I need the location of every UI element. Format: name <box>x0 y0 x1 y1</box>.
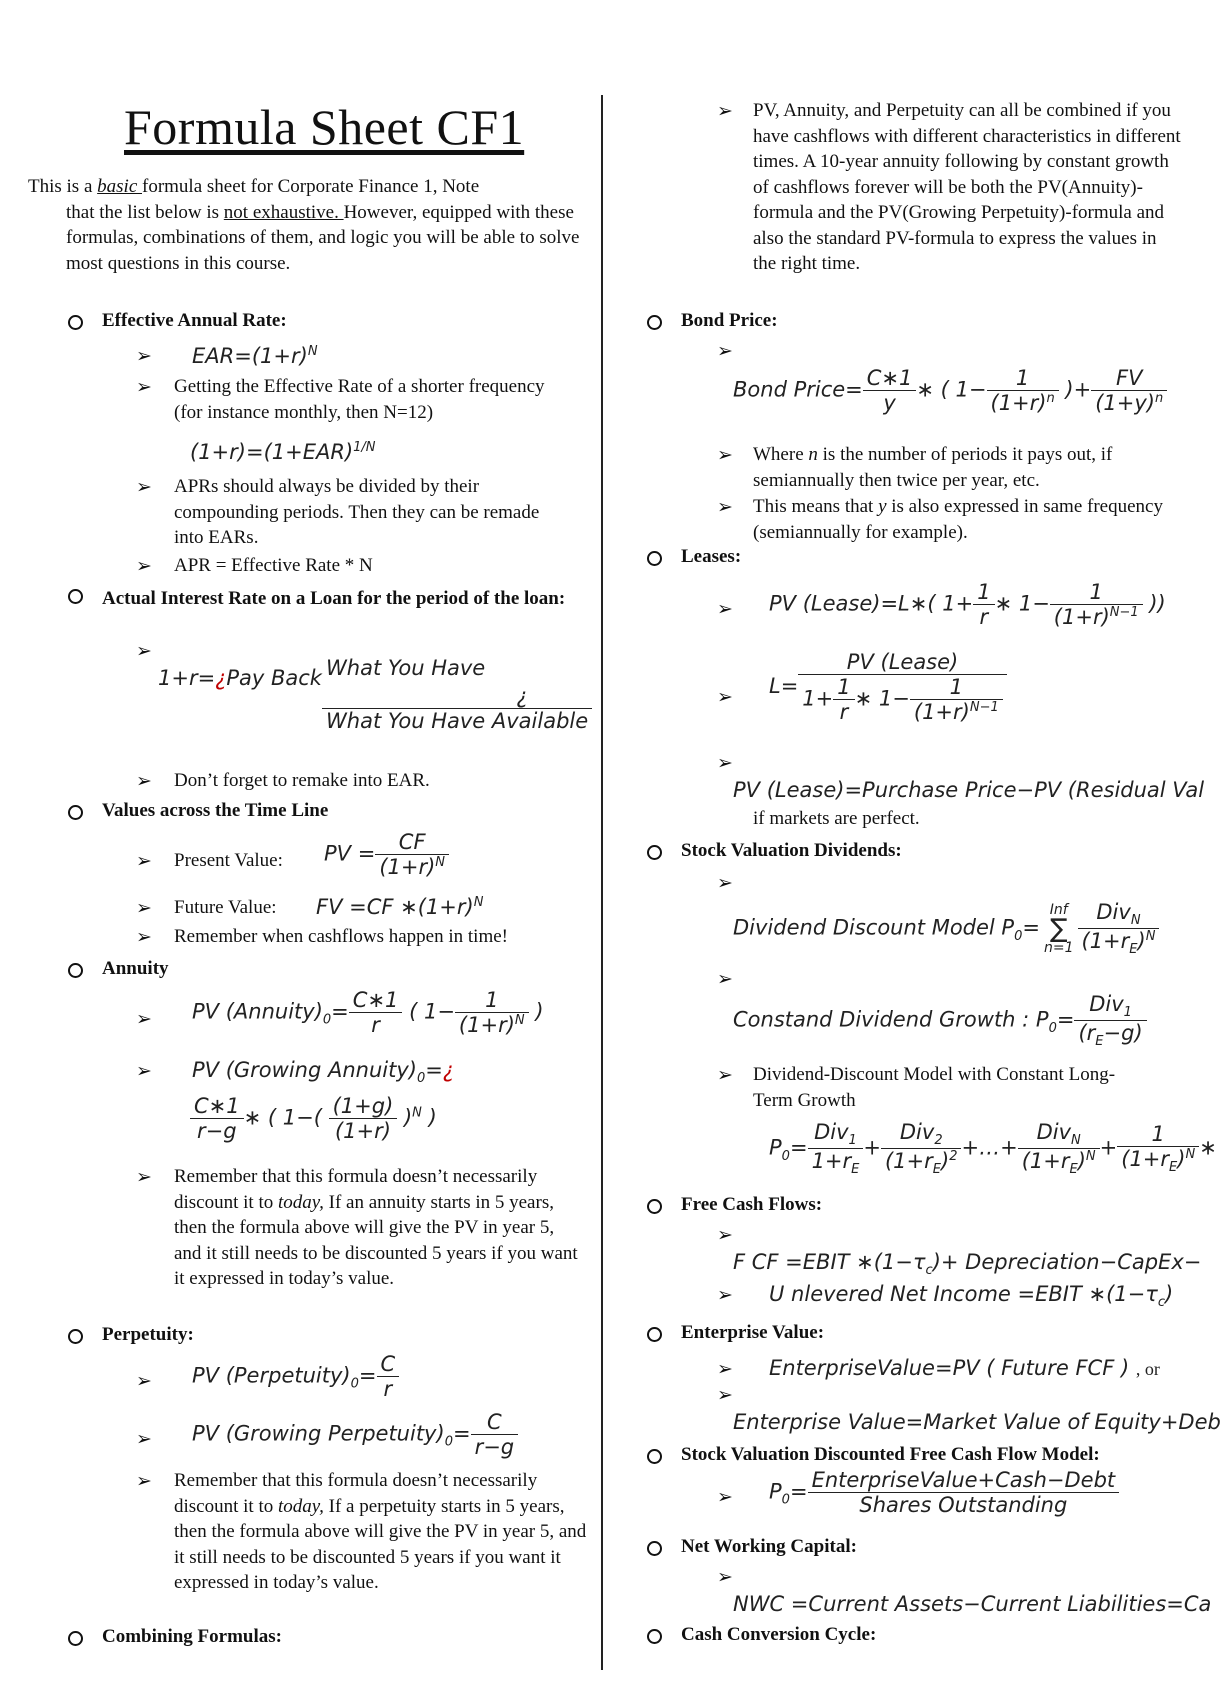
ear-item: APRs should always be divided by their compounding periods. Then they can be remade into EARs. <box>174 476 540 548</box>
math-text: 1+ <box>942 591 974 616</box>
math-sub: 0 <box>350 1376 359 1392</box>
right-column <box>605 0 1221 1698</box>
frac-den <box>1078 929 1160 957</box>
note-today: today, <box>277 1191 324 1213</box>
math-text: F CF =EBIT ∗(1−τ <box>733 1250 926 1274</box>
actual-interest-formula <box>158 666 322 690</box>
pv-formula <box>324 830 449 879</box>
frac-num: 1 <box>987 366 1059 391</box>
arrow-bullet-icon: ➢ <box>136 850 152 872</box>
arrow-bullet-icon: ➢ <box>136 640 152 662</box>
frac-den <box>455 1013 529 1037</box>
math-exp: N−1 <box>1109 605 1139 620</box>
section-heading: Leases: <box>681 546 742 567</box>
math-sub: c <box>1157 1295 1166 1311</box>
math-text: = <box>331 999 349 1024</box>
math-text: L= <box>769 674 799 698</box>
math-text: Pay Back <box>226 666 322 690</box>
frac-den: Shares Outstanding <box>859 1493 1068 1517</box>
frac-den: y <box>883 391 896 415</box>
math-text: P <box>769 1479 782 1504</box>
arrow-bullet-icon: ➢ <box>717 752 733 774</box>
circle-bullet-icon <box>68 1329 83 1344</box>
circle-bullet-icon <box>647 1449 662 1464</box>
arrow-bullet-icon: ➢ <box>717 1284 733 1306</box>
frac-num: CF <box>375 830 449 855</box>
arrow-bullet-icon: ➢ <box>717 686 733 708</box>
math-text: PV (Annuity) <box>192 999 323 1024</box>
math-text: U nlevered Net Income =EBIT ∗(1−τ <box>769 1282 1158 1306</box>
circle-bullet-icon <box>68 1631 83 1646</box>
frac-num <box>1078 900 1160 929</box>
frac-den <box>987 391 1059 415</box>
note-text: This means that <box>753 496 879 517</box>
actual-interest-fraction <box>326 655 489 680</box>
frac-num <box>881 1120 962 1149</box>
arrow-bullet-icon: ➢ <box>136 1370 152 1392</box>
math-sub: c <box>925 1263 933 1279</box>
frac-den: r <box>383 1377 393 1401</box>
math-text: FV =CF ∗(1+r) <box>316 895 474 919</box>
intro-text: However, equipped with these formulas, combinations of them, and logic you will be able to solve most questions in this course. <box>66 201 580 274</box>
arrow-bullet-icon: ➢ <box>136 555 152 577</box>
math-text: 1− <box>423 999 455 1024</box>
math-exp: N−1 <box>969 700 999 715</box>
dfcf-formula: $P_0=$ $\frac{\text{EnterpriseValue+Cash−Debt}}{\text{Shares Outstanding}}$ <box>769 1468 1119 1517</box>
math-text: Div <box>899 1120 935 1144</box>
math-sub: N <box>1071 1133 1081 1149</box>
math-sub: 0 <box>1014 928 1023 944</box>
math-text: (1+r)=(1+EAR) <box>190 440 354 464</box>
note-text: Where <box>753 444 809 465</box>
section-heading: Bond Price: <box>681 310 778 331</box>
section-heading: Values across the Time Line <box>102 800 329 821</box>
lease-formula-3: PV (Lease)=Purchase Price−PV (Residual Val <box>733 778 1205 802</box>
math-exp: N <box>1145 929 1156 945</box>
circle-bullet-icon <box>68 805 83 820</box>
growing-annuity-formula <box>192 1058 454 1086</box>
math-text: Bond Price= <box>733 377 863 402</box>
arrow-bullet-icon: ➢ <box>136 897 152 919</box>
frac-num: (1+g) <box>329 1094 398 1119</box>
note-var: y <box>878 496 887 517</box>
section-heading: Annuity <box>102 958 169 979</box>
math-text: (1+r <box>1081 929 1130 954</box>
circle-bullet-icon <box>68 589 83 604</box>
math-text: (1+r) <box>990 391 1047 415</box>
math-text: (1+r) <box>913 700 970 724</box>
ddm-expanded-formula: $P_0=$ $\frac{Div_1}{1+r_E}$ + $\frac{Div_2}{(1+r_E)^2}$ +…+ $\frac{Div_N}{(1+r_E)^N}$ + $\frac{1}{(1+r_E)^N}$ ∗ <box>769 1120 1217 1178</box>
arrow-bullet-icon: ➢ <box>717 496 733 518</box>
math-text: PV (Growing Annuity) <box>192 1058 417 1082</box>
arrow-bullet-icon: ➢ <box>136 476 152 498</box>
arrow-bullet-icon: ➢ <box>717 1384 733 1406</box>
page-title: Formula Sheet CF1 <box>124 99 525 155</box>
nwc-formula: NWC =Current Assets−Current Liabilities=Ca <box>733 1592 1212 1616</box>
frac-den <box>808 1149 864 1177</box>
actual-interest-fraction-den <box>322 684 592 733</box>
pv-label: Present Value: <box>174 850 283 871</box>
frac-den: r−g <box>474 1435 515 1459</box>
frac-den: $(1+r_E)^2$ <box>884 1149 958 1178</box>
combining-note: PV, Annuity, and Perpetuity can all be combined if you have cashflows with different characteristics in different times. A 10-year annuity following by constant growth of cashflows forever will be both the PV(Annuity)-formula and the PV(Growing Perpetuity)-formula and also the standard PV-formula to express the values in the right time. <box>753 100 1181 274</box>
section-heading: Perpetuity: <box>102 1324 194 1345</box>
circle-bullet-icon <box>68 315 83 330</box>
circle-bullet-icon <box>68 963 83 978</box>
math-text: EAR=(1+r) <box>192 344 308 368</box>
note-var: n <box>808 444 818 465</box>
note-text: If a perpetuity starts in 5 years, then the formula above will give the PV in year 5, and it still needs to be discounted 5 years if you want it expressed in today’s value. <box>174 1495 587 1593</box>
math-text: PV = <box>324 841 376 866</box>
bond-note <box>753 442 1173 493</box>
actual-interest-item: Don’t forget to remake into EAR. <box>174 770 430 791</box>
ear-item: APR = Effective Rate * N <box>174 555 373 576</box>
math-glyph: ¿ <box>442 1058 455 1082</box>
frac-den <box>375 855 449 879</box>
note-text: is also expressed in same frequency (semiannually for example). <box>753 496 1163 543</box>
section-heading: Effective Annual Rate: <box>102 310 287 331</box>
math-text: Dividend Discount Model P <box>733 915 1015 940</box>
intro-basic: basic <box>97 176 142 197</box>
frac-num: PV (Lease) <box>798 650 1006 675</box>
fcf-formula <box>733 1250 1201 1278</box>
math-sub: E <box>1169 1160 1178 1176</box>
annuity-note <box>174 1164 584 1292</box>
math-sub: 1 <box>1123 1005 1132 1021</box>
frac-num <box>1074 992 1146 1021</box>
ddm-note: Dividend-Discount Model with Constant Long-Term Growth <box>753 1064 1116 1111</box>
math-text: (1+y) <box>1095 391 1155 415</box>
note-text: Remember that this formula doesn’t necessarily discount it to <box>174 1166 538 1213</box>
frac-num: C <box>377 1352 400 1377</box>
section-heading: Net Working Capital: <box>681 1536 857 1557</box>
section-heading: Cash Conversion Cycle: <box>681 1624 877 1645</box>
math-text: 1− <box>282 1105 314 1130</box>
annuity-formula: PV $(Annuity)_0=$ $\frac{C∗1}{r}$ ( 1− $\frac{1}{(1+r)^N}$ ) <box>192 988 544 1037</box>
math-text: +…+ <box>961 1135 1018 1160</box>
frac-num: C∗1 <box>190 1094 244 1119</box>
math-sub: E <box>1069 1162 1078 1178</box>
arrow-bullet-icon: ➢ <box>717 872 733 894</box>
math-sub: 0 <box>1048 1020 1057 1036</box>
frac-num: 1 <box>455 988 529 1013</box>
intro-text: that the list below is <box>66 201 224 223</box>
frac-den: r <box>371 1013 380 1037</box>
section-heading: Stock Valuation Dividends: <box>681 840 902 861</box>
math-sub: 0 <box>781 1492 790 1508</box>
frac-den <box>798 675 1006 724</box>
math-exp: N <box>514 1013 525 1028</box>
note-text: Remember that this formula doesn’t necessarily discount it to <box>174 1470 538 1517</box>
column-divider <box>601 95 603 1670</box>
math-exp: N <box>307 344 318 359</box>
arrow-bullet-icon: ➢ <box>717 100 733 122</box>
math-text: EnterpriseValue=PV ( Future FCF ) <box>769 1356 1130 1380</box>
frac-glyph: ¿ <box>322 684 592 709</box>
ear-item: Getting the Effective Rate of a shorter frequency (for instance monthly, then N=12) <box>174 376 545 423</box>
frac-den: r−g <box>197 1119 237 1143</box>
sum-top: Inf <box>1049 901 1068 918</box>
arrow-bullet-icon: ➢ <box>136 926 152 948</box>
circle-bullet-icon <box>647 551 662 566</box>
arrow-bullet-icon: ➢ <box>717 968 733 990</box>
math-text: (1+r <box>884 1149 933 1174</box>
math-sub: E <box>1129 942 1138 958</box>
math-sub: 1 <box>848 1133 857 1149</box>
math-exp: n <box>1046 391 1055 406</box>
math-text: )+ Depreciation−CapEx− <box>932 1250 1202 1274</box>
math-text: ∗ 1− <box>994 591 1050 616</box>
intro-paragraph <box>28 174 588 276</box>
math-text: PV (Growing Perpetuity) <box>192 1421 445 1446</box>
lease-formula-2 <box>769 650 1007 724</box>
math-text: ∗ 1− <box>854 686 910 711</box>
math-glyph: ¿ <box>215 666 227 690</box>
arrow-bullet-icon: ➢ <box>136 1166 152 1188</box>
section-heading: Actual Interest Rate on a Loan for the period of the loan: <box>102 588 566 609</box>
intro-text: This is a <box>28 176 98 197</box>
lease-formula: PV (Lease)=L∗( 1+ $\frac{1}{r}$ ∗ 1− $\frac{1}{(1+r)^{N-1}}$ )) <box>769 580 1166 629</box>
arrow-bullet-icon: ➢ <box>717 598 733 620</box>
circle-bullet-icon <box>647 315 662 330</box>
math-text: ) <box>1165 1282 1174 1306</box>
section-heading: Free Cash Flows: <box>681 1194 823 1215</box>
circle-bullet-icon <box>647 1541 662 1556</box>
frac-den <box>910 700 1003 724</box>
math-text: PV (Lease)=L∗ <box>769 591 928 616</box>
sum-bot: n=1 <box>1043 939 1074 956</box>
math-text: = <box>1022 915 1040 940</box>
intro-text: formula sheet for Corporate Finance 1, Note <box>142 176 480 197</box>
section-heading: Enterprise Value: <box>681 1322 825 1343</box>
intro-not-exhaustive: not exhaustive. <box>223 201 344 223</box>
math-sub: N <box>1130 913 1141 929</box>
arrow-bullet-icon: ➢ <box>136 1060 152 1082</box>
frac-den: r <box>839 700 849 724</box>
growing-annuity-formula-2: $\frac{C∗1}{r-g}$ ∗ ( 1−( $\frac{(1+g)}{(1+r)}$ )$^N$ ) <box>190 1094 437 1143</box>
math-sub: E <box>932 1162 941 1178</box>
ev-formula-2: Enterprise Value=Market Value of Equity+Deb <box>733 1410 1221 1434</box>
math-sub: 0 <box>416 1071 426 1087</box>
frac-den: (1+r) <box>334 1119 391 1143</box>
math-text: (1+r) <box>1053 605 1110 629</box>
frac-num: EnterpriseValue+Cash−Debt <box>808 1468 1120 1493</box>
frac-den <box>1074 1021 1146 1049</box>
arrow-bullet-icon: ➢ <box>136 1470 152 1492</box>
math-exp: N <box>1085 1149 1096 1165</box>
math-sub: 0 <box>781 1148 790 1164</box>
frac-num: FV <box>1091 366 1167 391</box>
math-exp: N <box>412 1105 422 1121</box>
arrow-bullet-icon: ➢ <box>136 770 152 792</box>
ev-formula <box>769 1356 1160 1380</box>
cdg-formula: Constand Dividend Growth : $P_0=$ $\frac{Div_1}{(r_E-g)}$ <box>733 992 1147 1049</box>
perpetuity-formula: PV $(Perpetuity)_0=$ $\frac{C}{r}$ <box>192 1352 399 1401</box>
note-today: today, <box>277 1495 324 1517</box>
math-text: PV (Perpetuity) <box>192 1363 351 1388</box>
circle-bullet-icon <box>647 1199 662 1214</box>
unlevered-formula <box>769 1282 1173 1310</box>
frac-den: $(1+r_E)^N$ <box>1121 1147 1196 1176</box>
section-heading: Combining Formulas: <box>102 1626 282 1647</box>
math-exp: n <box>1155 391 1164 406</box>
growing-perpetuity-formula: PV (Growing $Perpetuity)_0=$ $\frac{C}{r-g}$ <box>192 1410 518 1459</box>
math-text: Div <box>1036 1120 1072 1144</box>
fv-formula <box>316 895 483 919</box>
frac-den <box>1091 391 1167 415</box>
frac-den: $(1+r_E)^N$ <box>1021 1149 1096 1178</box>
math-text: P <box>769 1135 782 1160</box>
frac-num: 1 <box>833 675 854 700</box>
lease-note: if markets are perfect. <box>753 808 920 829</box>
bond-price-formula: Bond Price= $\frac{C∗1}{y}$ ∗ ( 1− $\frac{1}{(1+r)^n}$ )+ $\frac{FV}{(1+y)^n}$ <box>733 366 1167 415</box>
math-text: −g) <box>1103 1021 1143 1046</box>
frac-num <box>808 1120 864 1149</box>
ddm-formula: Dividend Discount Model $P_0=$ Inf ∑ n=1 $\frac{Div_N}{(1+r_E)^N}$ <box>733 900 1159 957</box>
circle-bullet-icon <box>647 1327 662 1342</box>
ear-formula-2 <box>190 440 376 464</box>
arrow-bullet-icon: ➢ <box>717 1064 733 1086</box>
circle-bullet-icon <box>647 845 662 860</box>
perpetuity-note <box>174 1468 594 1596</box>
math-text: Div <box>1096 900 1131 924</box>
math-text: (r <box>1078 1021 1096 1046</box>
tvm-item: Remember when cashflows happen in time! <box>174 926 508 947</box>
note-text: is the number of periods it pays out, if semiannually then twice per year, etc. <box>753 444 1113 491</box>
math-exp: N <box>435 855 446 870</box>
math-text: 1+ <box>802 686 834 711</box>
math-text: Constand Dividend Growth : P <box>733 1007 1049 1032</box>
math-text: + <box>1073 377 1092 402</box>
frac-num: 1 <box>1117 1122 1199 1147</box>
frac-num: C∗1 <box>863 366 917 391</box>
math-text: 1+r <box>811 1149 852 1174</box>
arrow-bullet-icon: ➢ <box>717 1358 733 1380</box>
math-text: (1+r) <box>379 855 436 879</box>
math-text: ) <box>1137 929 1146 954</box>
arrow-bullet-icon: ➢ <box>717 444 733 466</box>
arrow-bullet-icon: ➢ <box>717 1566 733 1588</box>
math-exp: N <box>1185 1147 1196 1163</box>
arrow-bullet-icon: ➢ <box>717 340 733 362</box>
section-heading: Stock Valuation Discounted Free Cash Flow Model: <box>681 1444 1100 1465</box>
arrow-bullet-icon: ➢ <box>717 1224 733 1246</box>
note-text: If an annuity starts in 5 years, then the formula above will give the PV in year 5, and it still needs to be discounted 5 years if you want it expressed in today’s value. <box>174 1191 578 1289</box>
math-exp: 1/N <box>353 440 376 455</box>
arrow-bullet-icon: ➢ <box>136 1428 152 1450</box>
math-text: Div <box>1089 992 1124 1016</box>
frac-num: 1 <box>973 580 994 605</box>
frac-den <box>1050 605 1143 629</box>
math-text: Div <box>814 1120 849 1144</box>
math-sub: 0 <box>322 1012 332 1028</box>
arrow-bullet-icon: ➢ <box>136 345 152 367</box>
frac-num: C <box>471 1410 519 1435</box>
math-sub: 2 <box>934 1133 943 1149</box>
frac-num: 1 <box>910 675 1003 700</box>
math-text: (1+r) <box>458 1013 515 1037</box>
arrow-bullet-icon: ➢ <box>717 1486 733 1508</box>
bond-note <box>753 494 1173 545</box>
arrow-bullet-icon: ➢ <box>136 1008 152 1030</box>
ear-formula <box>192 344 318 368</box>
frac-den: r <box>979 605 989 629</box>
math-text: (1+r <box>1121 1147 1170 1172</box>
fv-label: Future Value: <box>174 897 277 918</box>
frac-den: What You Have Available <box>326 709 589 733</box>
frac-num: 1 <box>1050 580 1143 605</box>
math-text: 1− <box>955 377 987 402</box>
math-text: = <box>425 1058 443 1082</box>
frac-num <box>1018 1120 1100 1149</box>
math-sub: 0 <box>444 1434 453 1450</box>
math-text: 1+r= <box>158 666 216 690</box>
math-sub: E <box>851 1162 860 1178</box>
math-sub: E <box>1095 1034 1104 1050</box>
circle-bullet-icon <box>647 1629 662 1644</box>
math-exp: N <box>473 895 484 910</box>
math-exp: 2 <box>949 1149 958 1165</box>
arrow-bullet-icon: ➢ <box>136 376 152 398</box>
frac-num: What You Have <box>326 656 486 680</box>
intro-rest <box>28 200 588 277</box>
ev-or: , or <box>1135 1359 1160 1379</box>
math-text: (1+r <box>1021 1149 1070 1174</box>
frac-num: C∗1 <box>349 988 403 1013</box>
